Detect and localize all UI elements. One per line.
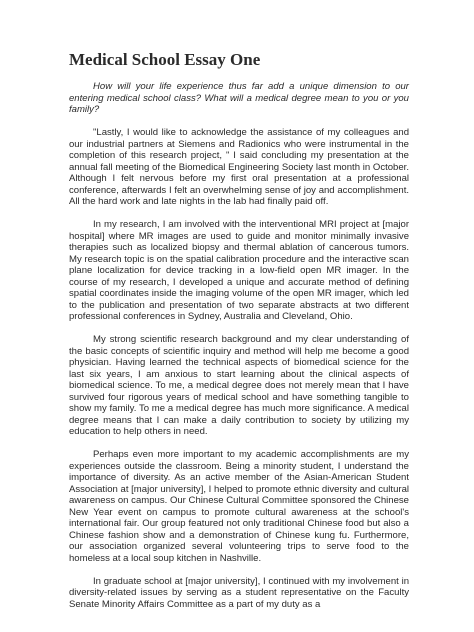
essay-body — [69, 81, 409, 610]
essay-paragraph: "Lastly, I would like to acknowledge the assistance of my colleagues and our industrial partners at Siemens and Radionics who were instrumental in the completion of this research project, " I said concluding my presentation at the annual fall meeting of the Biomedical Engineering Society last month in October. Although I felt nervous before my first oral presentation at a professional conference, afterwards I felt an overwhelming sense of joy and accomplishment. All the hard work and late nights in the lab had finally paid off. — [69, 127, 409, 207]
essay-title: Medical School Essay One — [69, 50, 261, 69]
essay-paragraph: Perhaps even more important to my academic accomplishments are my experiences outside the classroom. Being a minority student, I understand the importance of diversity. As an active member of the Asian-American Student Association at [major university], I helped to promote ethnic diversity and cultural awareness on campus. Our Chinese Cultural Committee sponsored the Chinese New Year event on campus to promote cultural awareness at the school's international fair. Our group featured not only traditional Chinese food but also a Chinese fashion show and a demonstration of Chinese kung fu. Furthermore, our association organized several volunteering trips to serve food to the homeless at a local soup kitchen in Nashville. — [69, 449, 409, 564]
essay-paragraph: In my research, I am involved with the interventional MRI project at [major hospital] where MR images are used to guide and monitor minimally invasive therapies such as localized biopsy and thermal ablation of cancerous tumors. My research topic is on the spatial calibration procedure and the interactive scan plane localization for device tracking in a low-field open MR imager. In the course of my research, I developed a unique and accurate method of defining spatial coordinates inside the imaging volume of the open MR imager, which led to the publication and presentation of two separate abstracts at two different professional conferences in Sydney, Australia and Cleveland, Ohio. — [69, 219, 409, 322]
essay-prompt: How will your life experience thus far add a unique dimension to our entering medical school class? What will a medical degree mean to you or you family? — [69, 81, 409, 115]
essay-paragraph: My strong scientific research background and my clear understanding of the basic concepts of scientific inquiry and method will help me become a good physician. Having learned the technical aspects of biomedical science for the last six years, I am anxious to start learning about the clinical aspects of biomedical science. To me, a medical degree does not merely mean that I have survived four rigorous years of medical school and have something tangible to show my family. To me a medical degree has much more significance. A medical degree means that I can make a daily contribution to society by utilizing my education to help others in need. — [69, 334, 409, 437]
essay-paragraph: In graduate school at [major university], I continued with my involvement in diversity-related issues by serving as a student representative on the Faculty Senate Minority Affairs Committee as a part of my duty as a — [69, 575, 409, 610]
